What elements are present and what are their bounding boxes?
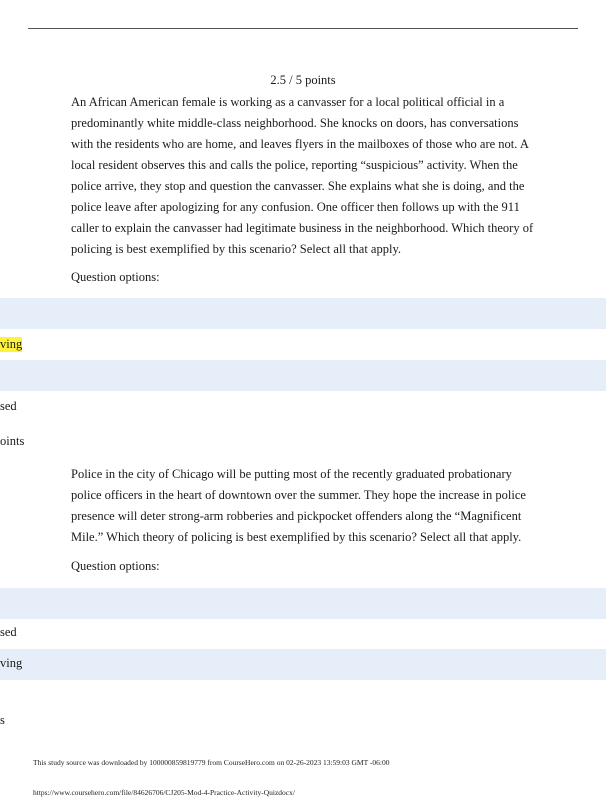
option-label: sed: [0, 399, 17, 413]
question-2-option-1[interactable]: [0, 588, 606, 619]
option-label-highlighted: ving: [0, 337, 23, 351]
question-2-points: oints: [0, 434, 25, 448]
question-1-option-2[interactable]: [0, 329, 606, 360]
question-1-options-label: Question options:: [71, 270, 160, 284]
question-2-option-2[interactable]: [0, 618, 606, 649]
question-1-points: 2.5 / 5 points: [270, 73, 336, 87]
question-2-option-4[interactable]: [0, 700, 606, 731]
question-1-option-1[interactable]: [0, 298, 606, 329]
question-2-options-label: Question options:: [71, 559, 160, 573]
question-1-text: An African American female is working as a canvasser for a local political official in a predominantly white middle-class neighborhood. She knocks on doors, has conversations with the residents who are home, and leaves flyers in the mailboxes of those who are not. A local resident observes this and calls the police, reporting “suspicious” activity. When the police arrive, they stop and question the canvasser. She explains what she is doing, and the police leave after apologizing for any confusion. One officer then follows up with the 911 caller to explain the canvasser had legitimate business in the neighborhood. Which theory of policing is best exemplified by this scenario? Select all that apply.: [71, 95, 534, 256]
option-label: sed: [0, 625, 17, 639]
option-label: s: [0, 713, 5, 727]
source-url[interactable]: https://www.coursehero.com/file/84626706/CJ205-Mod-4-Practice-Activity-Quizdocx/: [33, 788, 295, 797]
option-label: ving: [0, 656, 23, 670]
question-2-text: Police in the city of Chicago will be putting most of the recently graduated probationary police officers in the heart of downtown over the summer. They hope the increase in police presence will deter strong-arm robberies and pickpocket offenders along the “Magnificent Mile.” Which theory of policing is best exemplified by this scenario? Select all that apply.: [71, 467, 526, 544]
download-notice: This study source was downloaded by 100000859819779 from CourseHero.com on 02-26-2023 13:59:03 GMT -06:00: [33, 758, 390, 767]
question-2-option-3[interactable]: [0, 649, 606, 680]
question-1-option-4[interactable]: [0, 391, 606, 422]
question-1-option-3[interactable]: [0, 360, 606, 391]
top-divider: [28, 28, 578, 29]
